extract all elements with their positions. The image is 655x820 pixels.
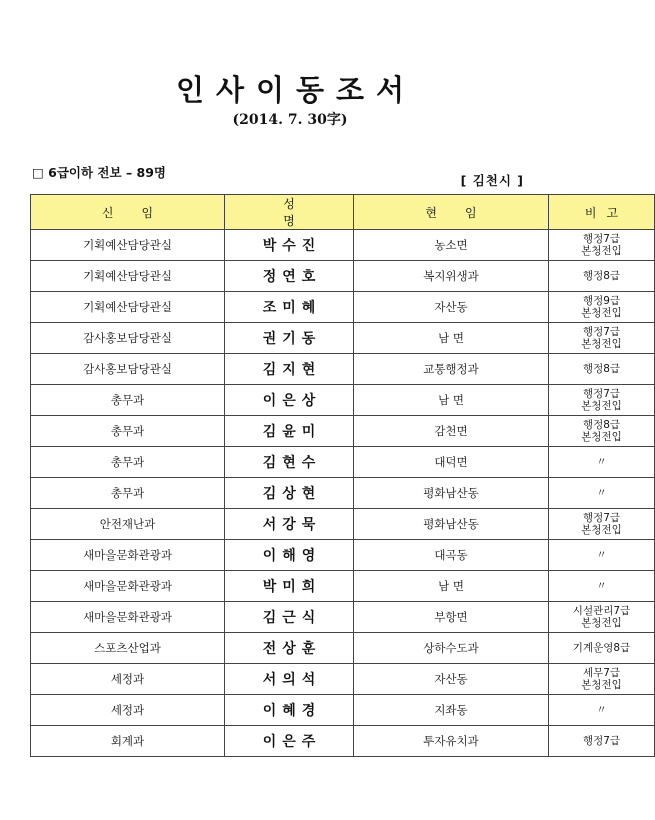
cell-note xyxy=(549,695,655,726)
cell-name: 정연호 xyxy=(225,261,354,292)
cell-note xyxy=(549,292,655,323)
cell-name: 이혜경 xyxy=(225,695,354,726)
note-line-2: 본청전입 xyxy=(581,400,622,412)
cell-new-post: 감사홍보담당관실 xyxy=(31,354,225,385)
note-line-1: 〃 xyxy=(596,704,607,716)
personnel-table xyxy=(30,194,655,757)
cell-current-post: 자산동 xyxy=(354,292,549,323)
note-line-1: 〃 xyxy=(596,549,607,561)
note-line-1: 기계운영8급 xyxy=(572,642,631,654)
note-line-2: 본청전입 xyxy=(581,245,622,257)
cell-note xyxy=(549,354,655,385)
document-title: 인사이동조서 xyxy=(175,73,417,107)
cell-current-post: 자산동 xyxy=(354,664,549,695)
cell-current-post: 농소면 xyxy=(354,230,549,261)
cell-new-post: 총무과 xyxy=(31,385,225,416)
cell-name: 서강묵 xyxy=(225,509,354,540)
cell-current-post: 감천면 xyxy=(354,416,549,447)
cell-new-post: 기획예산담당관실 xyxy=(31,230,225,261)
cell-note xyxy=(549,261,655,292)
table-row xyxy=(31,447,655,478)
cell-note xyxy=(549,602,655,633)
header-current-post: 현임 xyxy=(354,195,549,230)
cell-new-post: 감사홍보담당관실 xyxy=(31,323,225,354)
note-line-1: 행정7급 xyxy=(582,326,621,338)
note-line-1: 행정9급 xyxy=(582,295,621,307)
cell-note xyxy=(549,230,655,261)
cell-current-post: 복지위생과 xyxy=(354,261,549,292)
note-line-2: 본청전입 xyxy=(581,524,622,536)
table-row xyxy=(31,323,655,354)
note-line-2: 본청전입 xyxy=(581,431,622,443)
cell-current-post: 남 면 xyxy=(354,385,549,416)
cell-name: 서의석 xyxy=(225,664,354,695)
table-header-row xyxy=(31,195,655,230)
table-row xyxy=(31,695,655,726)
cell-name: 김윤미 xyxy=(225,416,354,447)
cell-new-post: 총무과 xyxy=(31,447,225,478)
note-line-1: 행정7급 xyxy=(582,233,621,245)
cell-note xyxy=(549,447,655,478)
cell-note xyxy=(549,726,655,757)
cell-current-post: 남 면 xyxy=(354,571,549,602)
table-row xyxy=(31,664,655,695)
cell-new-post: 스포츠산업과 xyxy=(31,633,225,664)
header-new-post: 신임 xyxy=(31,195,225,230)
table-row xyxy=(31,726,655,757)
cell-name: 김현수 xyxy=(225,447,354,478)
cell-current-post: 평화남산동 xyxy=(354,478,549,509)
table-row xyxy=(31,602,655,633)
cell-new-post: 회계과 xyxy=(31,726,225,757)
cell-current-post: 평화남산동 xyxy=(354,509,549,540)
cell-note xyxy=(549,571,655,602)
table-row xyxy=(31,416,655,447)
cell-note xyxy=(549,664,655,695)
cell-name: 이은주 xyxy=(225,726,354,757)
cell-name: 김지현 xyxy=(225,354,354,385)
header-name: 성명 xyxy=(225,195,354,230)
note-line-1: 시설관리7급 xyxy=(572,605,631,617)
note-line-1: 행정7급 xyxy=(582,735,621,747)
cell-new-post: 새마을문화관광과 xyxy=(31,602,225,633)
cell-new-post: 세정과 xyxy=(31,695,225,726)
note-line-2: 본청전입 xyxy=(581,679,622,691)
table-row xyxy=(31,571,655,602)
table-row xyxy=(31,230,655,261)
note-line-2: 본청전입 xyxy=(581,338,622,350)
table-row xyxy=(31,354,655,385)
note-line-1: 행정8급 xyxy=(582,363,621,375)
cell-name: 김상현 xyxy=(225,478,354,509)
table-row xyxy=(31,261,655,292)
cell-current-post: 상하수도과 xyxy=(354,633,549,664)
cell-new-post: 새마을문화관광과 xyxy=(31,571,225,602)
cell-current-post: 부항면 xyxy=(354,602,549,633)
header-note: 비고 xyxy=(549,195,655,230)
cell-new-post: 새마을문화관광과 xyxy=(31,540,225,571)
table-row xyxy=(31,385,655,416)
cell-current-post: 교통행정과 xyxy=(354,354,549,385)
cell-name: 이해영 xyxy=(225,540,354,571)
cell-name: 권기동 xyxy=(225,323,354,354)
cell-note xyxy=(549,478,655,509)
cell-name: 박미희 xyxy=(225,571,354,602)
table-row xyxy=(31,478,655,509)
cell-note xyxy=(549,416,655,447)
cell-name: 이은상 xyxy=(225,385,354,416)
note-line-1: 행정8급 xyxy=(582,419,621,431)
note-line-1: 행정7급 xyxy=(582,388,621,400)
cell-current-post: 대덕면 xyxy=(354,447,549,478)
cell-note xyxy=(549,633,655,664)
cell-current-post: 투자유치과 xyxy=(354,726,549,757)
cell-note xyxy=(549,385,655,416)
cell-note xyxy=(549,323,655,354)
note-line-1: 〃 xyxy=(596,580,607,592)
note-line-1: 세무7급 xyxy=(582,667,621,679)
cell-name: 전상훈 xyxy=(225,633,354,664)
document-date: (2014. 7. 30字) xyxy=(232,112,348,128)
note-line-2: 본청전입 xyxy=(581,617,622,629)
region-label: [ 김천시 ] xyxy=(460,173,524,188)
cell-new-post: 기획예산담당관실 xyxy=(31,292,225,323)
cell-current-post: 남 면 xyxy=(354,323,549,354)
note-line-1: 행정7급 xyxy=(582,512,621,524)
cell-new-post: 안전재난과 xyxy=(31,509,225,540)
cell-current-post: 지좌동 xyxy=(354,695,549,726)
cell-note xyxy=(549,509,655,540)
cell-current-post: 대곡동 xyxy=(354,540,549,571)
cell-name: 조미혜 xyxy=(225,292,354,323)
table-row xyxy=(31,540,655,571)
cell-new-post: 총무과 xyxy=(31,416,225,447)
section-heading: □ 6급이하 전보 – 89명 xyxy=(32,165,167,180)
note-line-1: 행정8급 xyxy=(582,270,621,282)
cell-name: 김근식 xyxy=(225,602,354,633)
note-line-1: 〃 xyxy=(596,487,607,499)
table-row xyxy=(31,292,655,323)
note-line-2: 본청전입 xyxy=(581,307,622,319)
note-line-1: 〃 xyxy=(596,456,607,468)
cell-new-post: 기획예산담당관실 xyxy=(31,261,225,292)
cell-name: 박수진 xyxy=(225,230,354,261)
table-row xyxy=(31,509,655,540)
table-row xyxy=(31,633,655,664)
cell-new-post: 세정과 xyxy=(31,664,225,695)
cell-note xyxy=(549,540,655,571)
cell-new-post: 총무과 xyxy=(31,478,225,509)
